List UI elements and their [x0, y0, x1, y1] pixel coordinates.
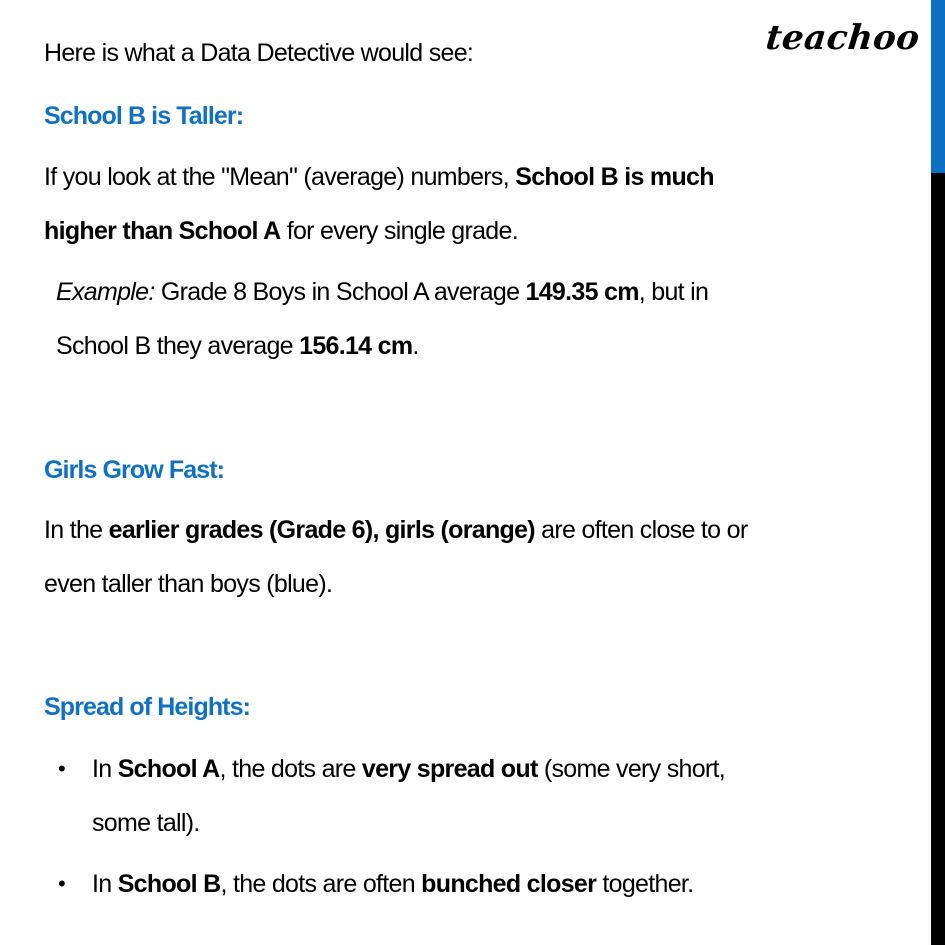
intro-text: Here is what a Data Detective would see: [44, 39, 474, 67]
text: , the dots are [219, 755, 362, 783]
heading-spread-of-heights: Spread of Heights: [44, 693, 251, 721]
bold-text: very spread out [361, 755, 538, 783]
bullet-icon: • [58, 871, 66, 896]
paragraph-girls-line-1 [44, 515, 747, 545]
text: In the [44, 516, 109, 544]
text: together. [596, 870, 694, 898]
text: . [412, 332, 419, 360]
example-line-2 [56, 331, 419, 361]
value-school-a: 149.35 cm [525, 278, 639, 306]
text: (some very short, [537, 755, 726, 783]
slide-side-bar [931, 0, 945, 945]
bullet-school-a-line-2: some tall). [92, 809, 200, 837]
bullet-school-a-line-1 [92, 754, 725, 784]
bold-text: School B [117, 870, 221, 898]
text: , the dots are often [220, 870, 422, 898]
value-school-b: 156.14 cm [299, 332, 413, 360]
text: In [92, 870, 118, 898]
bold-text: School A [117, 755, 220, 783]
text: School B they average [56, 332, 300, 360]
paragraph-mean-line-2 [44, 216, 518, 246]
bold-text: School B is much [515, 163, 714, 191]
bullet-school-b [92, 869, 693, 899]
text: , but in [638, 278, 709, 306]
text: for every single grade. [280, 217, 518, 245]
slide-side-bar-accent [931, 0, 945, 173]
text: In [92, 755, 118, 783]
text: If you look at the "Mean" (average) numbers, [44, 163, 516, 191]
text: are often close to or [534, 516, 748, 544]
paragraph-mean-line-1 [44, 162, 714, 192]
heading-school-b-taller: School B is Taller: [44, 102, 244, 130]
paragraph-girls-line-2: even taller than boys (blue). [44, 570, 333, 598]
teachoo-logo: teachoo [763, 18, 922, 58]
bold-text: bunched closer [421, 870, 597, 898]
bold-text: higher than School A [44, 217, 281, 245]
bullet-icon: • [58, 756, 66, 781]
heading-girls-grow-fast: Girls Grow Fast: [44, 456, 225, 484]
text: Grade 8 Boys in School A average [154, 278, 526, 306]
example-label: Example: [56, 278, 155, 306]
example-line-1 [56, 277, 708, 307]
bold-text: earlier grades (Grade 6), girls (orange) [108, 516, 535, 544]
